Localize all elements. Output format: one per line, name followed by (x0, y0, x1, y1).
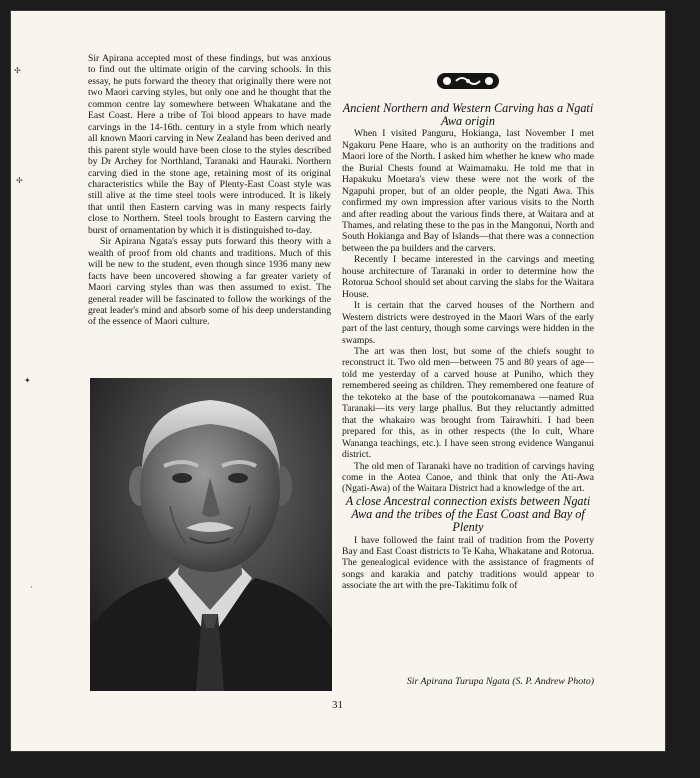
right-paragraph-4: The art was then lost, but some of the chiefs sought to reconstruct it. Two old men—between 75 and 80 years of age—told me yesterday of a carved house at Puniho, which they remembered seeing as children. They remembered one feature of the tekoteko at the base of the poutokomanawa —named Rua Taranaki—its very large phallus. But they reluctantly admitted that the whakairo was brought from Tairawhiti. I had been prepared for this, as in other respects (the Io cult, Whare Wananga teachings, etc.). I have seen strong evidence Wanganui district. (342, 346, 594, 461)
photo-caption: Sir Apirana Turupa Ngata (S. P. Andrew Photo) (406, 676, 594, 687)
right-paragraph-6: I have followed the faint trail of tradition from the Poverty Bay and East Coast districts to Te Kaha, Whakatane and Rotorua. The genealogical evidence with the assistance of fragments of songs and karakia and patchy traditions would appear to associate the art with the pre-Takitimu folk of (342, 534, 594, 592)
margin-mark-icon: ✦ (24, 376, 31, 385)
document-page (10, 10, 666, 752)
left-column (88, 53, 331, 328)
right-column (342, 70, 594, 592)
right-paragraph-3: It is certain that the carved houses of the Northern and Western districts were destroyed in the Maori Wars of the early part of the last century, though some carvings were hidden in the swamps. (342, 300, 594, 346)
margin-mark-icon: ✢ (16, 176, 23, 185)
portrait-image (90, 378, 332, 691)
portrait-photo (90, 378, 332, 691)
right-paragraph-1: When I visited Panguru, Hokianga, last November I met Ngakuru Pene Haare, who is an authority on the traditions and Maori lore of the North. I asked him whether he knew who made the Burial Chests found at Waimamaku. He told me that in Hapakuku Moetara's view these were not the work of the Ngapuhi proper, but of an older people, the Ngati Awa. This confirmed my own impression after various visits to the North and after reading about the various finds there, at Waitara and at Thames, and relating these to the pas in the Mangonui, North and South Hokianga and Bay of Islands—that there was a connection between the pa builders and the carvers. (342, 128, 594, 254)
left-paragraph-1: Sir Apirana accepted most of these findings, but was anxious to find out the ultimate origin of the carving schools. In this essay, he puts forward the theory that originally there were not two Maori carving styles, but only one and he thought that the common centre lay somewhere between Whakatane and the East Coast. Here a tribe of Toi blood appears to have made carvings in the 14-16th. century in a style from which nearly all known Maori carving in New Zealand has been derived and this parent style would have been close to the styles described by Dr Archey for Northland, Taranaki and Hauraki. Northern carving died in the stone age, retaining most of its original characteristics while the Bay of Plenty-East Coast style was still alive at the time steel tools were introduced. It is likely that until then Eastern carving was in many respects fairly close to Northern. Steel tools brought to Eastern carving the burst of ornamentation by which it is distinguished to-day. (88, 53, 331, 236)
margin-mark-icon: ✢ (14, 66, 21, 75)
right-paragraph-5: The old men of Taranaki have no tradition of carvings having come in the Aotea Canoe, and think that only the Ati-Awa (Ngati-Awa) of the Waitara District had a knowledge of the art. (342, 460, 594, 495)
decorative-ornament-icon (434, 70, 502, 92)
right-paragraph-2: Recently I became interested in the carvings and meeting house architecture of Taranaki in order to determine how the Rotorua School should set about carving the slabs for the Waitara House. (342, 254, 594, 300)
section-heading-ngati-awa-origin: Ancient Northern and Western Carving has a Ngati Awa origin (342, 101, 594, 129)
page-number: 31 (332, 699, 343, 711)
margin-mark-icon: · (30, 583, 33, 592)
left-paragraph-2: Sir Apirana Ngata's essay puts forward this theory with a wealth of proof from old chants and traditions. Much of this will be new to the student, even though since 1936 many new facts have been uncovered showing a far greater variety of Maori carving styles than was then assumed to exist. The general reader will be fascinated to follow the workings of the great leader's mind and absorb some of his deep understanding of the essence of Maori culture. (88, 236, 331, 328)
section-heading-ancestral-connection: A close Ancestral connection exists between Ngati Awa and the tribes of the East Coast and Bay of Plenty (345, 493, 591, 535)
